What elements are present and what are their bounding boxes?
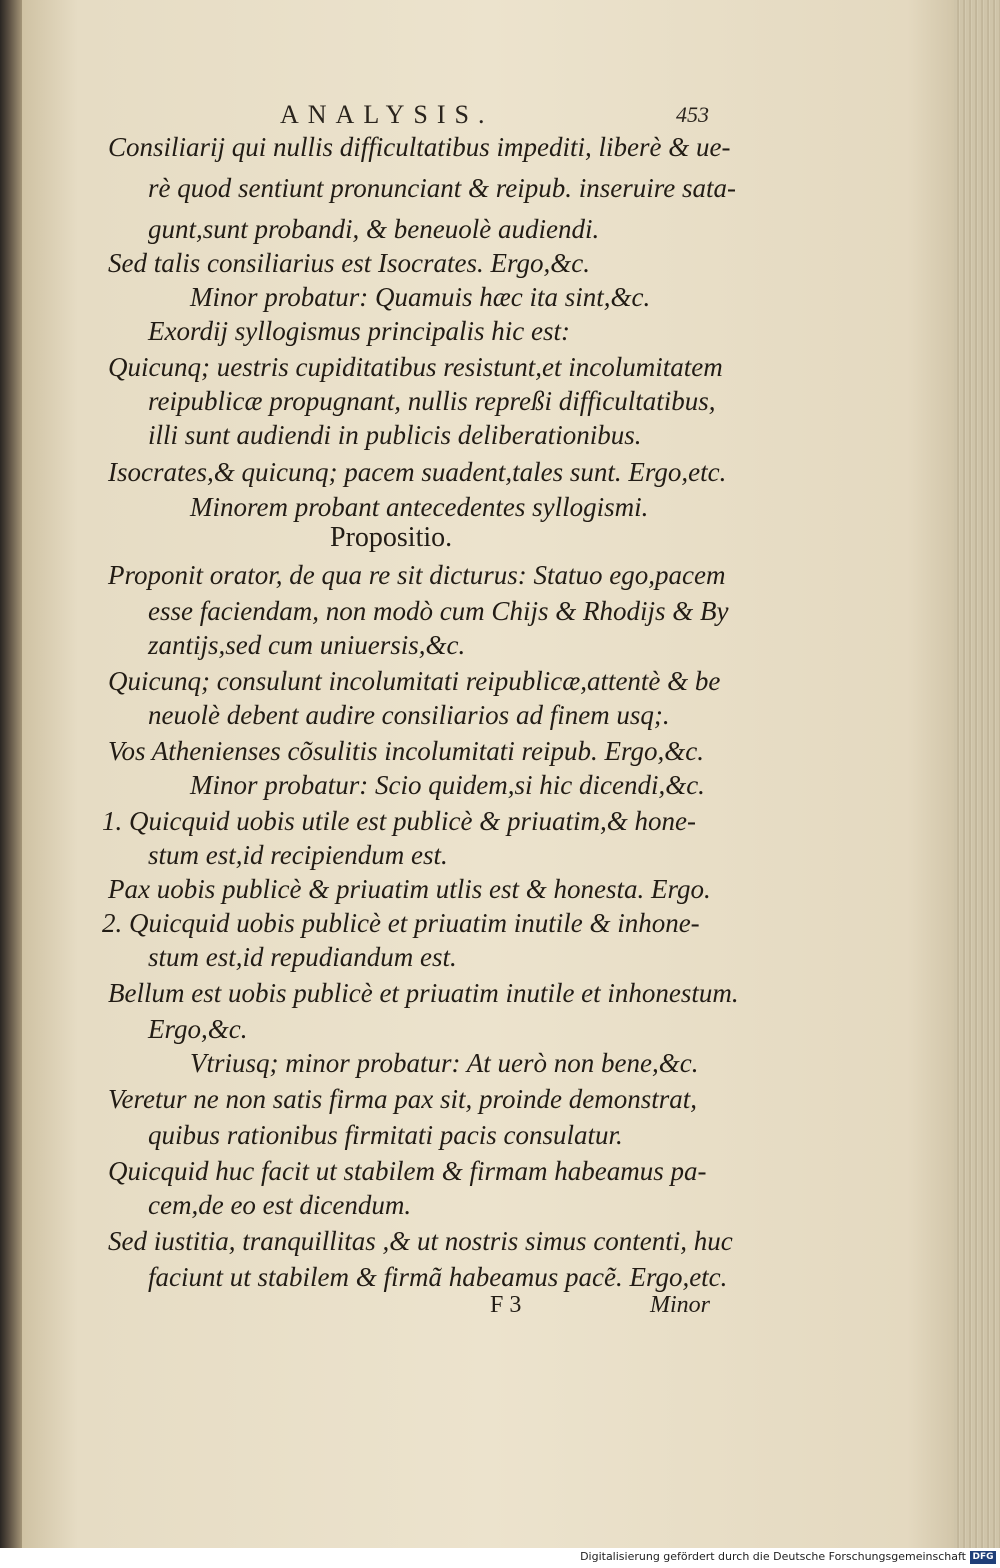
text-line: Sed iustitia, tranquillitas ,& ut nostris simus contenti, huc: [108, 1226, 733, 1256]
text-line: Quicunq; consulunt incolumitati reipublicæ,attentè & be: [108, 666, 721, 696]
book-page: [22, 0, 954, 1548]
text-line: zantijs,sed cum uniuersis,&c.: [148, 630, 466, 660]
text-line: Consiliarij qui nullis difficultatibus impediti, liberè & ue-: [108, 132, 731, 162]
text-line: esse faciendam, non modò cum Chijs & Rhodijs & By: [148, 596, 729, 626]
text-line: cem,de eo est dicendum.: [148, 1190, 412, 1220]
text-line: Sed talis consiliarius est Isocrates. Ergo,&c.: [108, 248, 590, 278]
catchword: Minor: [650, 1292, 710, 1318]
text-line: Proponit orator, de qua re sit dicturus: Statuo ego,pacem: [108, 560, 726, 590]
text-line: Minor probatur: Quamuis hæc ita sint,&c.: [190, 282, 651, 312]
text-line: stum est,id recipiendum est.: [148, 840, 448, 870]
text-line: Quicunq; uestris cupiditatibus resistunt,et incolumitatem: [108, 352, 723, 382]
text-line: stum est,id repudiandum est.: [148, 942, 457, 972]
text-line: Exordij syllogismus principalis hic est:: [148, 316, 570, 346]
book-binding: [0, 0, 22, 1548]
text-line: neuolè debent audire consiliarios ad finem usq;.: [148, 700, 670, 730]
text-line: Vos Athenienses cõsulitis incolumitati reipub. Ergo,&c.: [108, 736, 704, 766]
text-line: Ergo,&c.: [148, 1014, 248, 1044]
text-line: Bellum est uobis publicè et priuatim inutile et inhonestum.: [108, 978, 739, 1008]
text-line: reipublicæ propugnant, nullis repreßi difficultatibus,: [148, 386, 716, 416]
text-line: rè quod sentiunt pronunciant & reipub. inseruire sata-: [148, 173, 736, 203]
signature-mark: F 3: [490, 1292, 522, 1318]
text-line: 1. Quicquid uobis utile est publicè & priuatim,& hone-: [102, 806, 696, 836]
dfg-logo: DFG: [970, 1551, 996, 1564]
text-line: gunt,sunt probandi, & beneuolè audiendi.: [148, 214, 600, 244]
text-line: faciunt ut stabilem & firmã habeamus pacẽ. Ergo,etc.: [148, 1262, 728, 1292]
credit-text: Digitalisierung gefördert durch die Deutsche Forschungsgemeinschaft: [580, 1550, 966, 1563]
text-line: 2. Quicquid uobis publicè et priuatim inutile & inhone-: [102, 908, 700, 938]
page-number: 453: [676, 102, 709, 127]
text-line: Pax uobis publicè & priuatim utlis est & honesta. Ergo.: [108, 874, 711, 904]
text-line: Veretur ne non satis firma pax sit, proinde demonstrat,: [108, 1084, 697, 1114]
running-head: ANALYSIS.: [280, 100, 494, 129]
text-line: Minorem probant antecedentes syllogismi.: [190, 492, 649, 522]
text-line: quibus rationibus firmitati pacis consulatur.: [148, 1120, 623, 1150]
section-heading: Propositio.: [330, 522, 453, 553]
text-line: Quicquid huc facit ut stabilem & firmam habeamus pa-: [108, 1156, 707, 1186]
page-edges: [953, 0, 1000, 1548]
text-line: illi sunt audiendi in publicis deliberationibus.: [148, 420, 642, 450]
digitization-credit-bar: [0, 1548, 1000, 1568]
text-line: Isocrates,& quicunq; pacem suadent,tales sunt. Ergo,etc.: [108, 457, 727, 487]
text-line: Minor probatur: Scio quidem,si hic dicendi,&c.: [190, 770, 705, 800]
text-line: Vtriusq; minor probatur: At uerò non bene,&c.: [190, 1048, 699, 1078]
